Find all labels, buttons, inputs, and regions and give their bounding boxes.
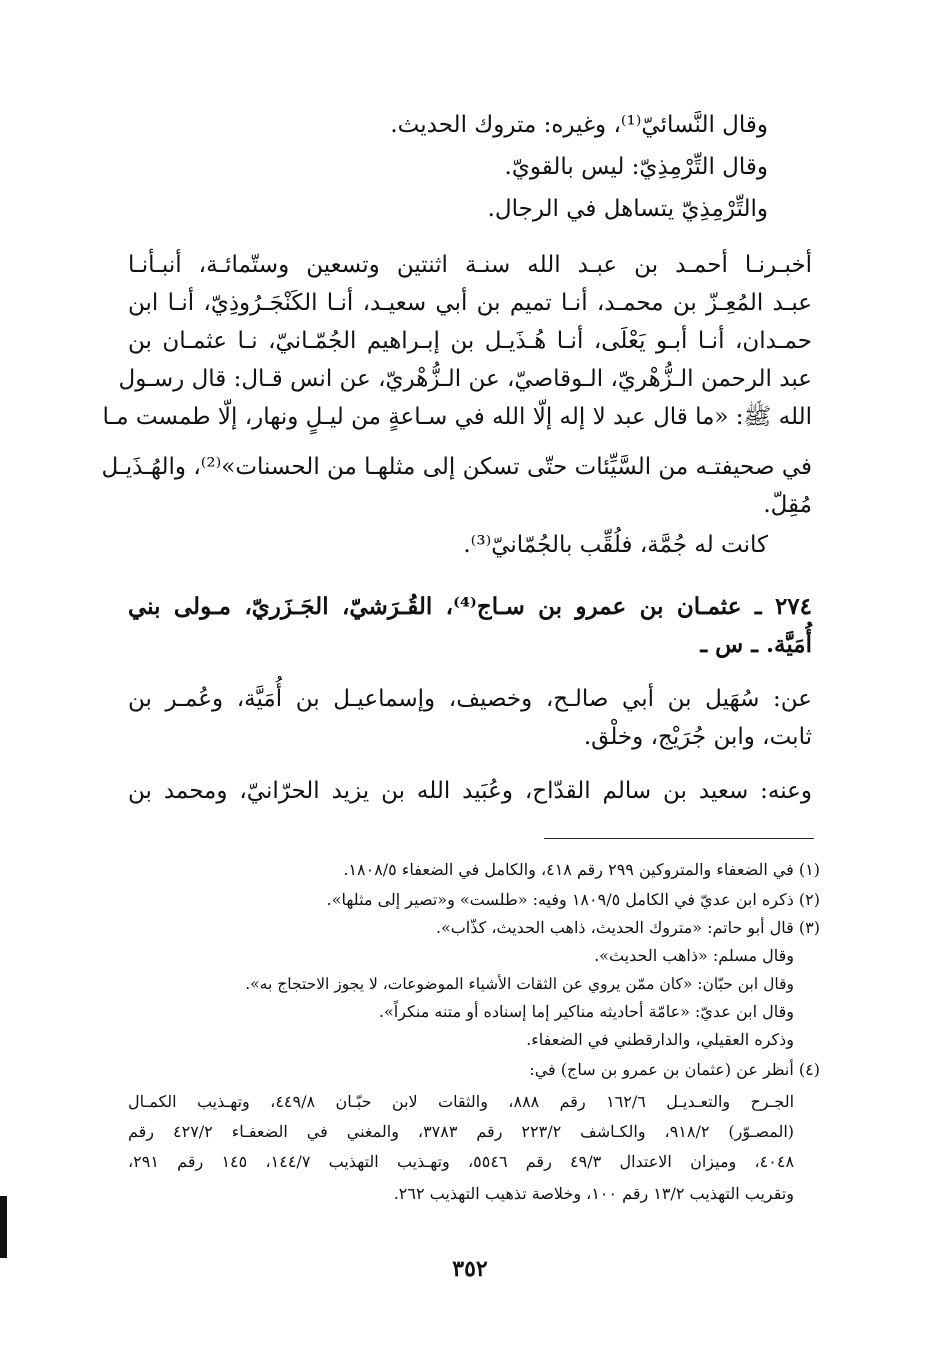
footnote-line: (المصـوّر) ٩١٨/٢، والكـاشف ٢٢٣/٢ رقم ٣٧٨٣، والمغني في الضعفـاء ٤٢٧/٢ رقم	[128, 1122, 795, 1141]
entry-heading: ٢٧٤ ـ عثمـان بن عمرو بن سـاج⁽⁴⁾، القُـرَشيّ، الجَـزَريّ، مـولى بني	[128, 593, 813, 620]
text-line: ثابت، وابن جُرَيْج، وخلْق.	[583, 724, 812, 750]
text-line: مُقِلّ.	[763, 492, 812, 518]
text-line: كانت له جُمَّة، فلُقِّب بالجُمّانيّ⁽³⁾.	[463, 532, 768, 558]
footnote-line: ٤٠٤٨، وميزان الاعتدال ٤٩/٣ رقم ٥٥٤٦، وتهـذيب التهذيب ١٤٤/٧، ١٤٥ رقم ٢٩١،	[128, 1152, 795, 1171]
scan-edge-mark	[0, 1196, 7, 1258]
footnote-line: الجـرح والتعـديـل ١٦٢/٦ رقم ٨٨٨، والثقات لابن حبّـان ٤٤٩/٨، وتهـذيب الكمـال	[128, 1092, 795, 1111]
text-line: حمـدان، أنـا أبـو يَعْلَى، أنـا هُـذَيـل بن إبـراهيم الجُمّـانيّ، نـا عثمـان بن	[128, 328, 812, 354]
entry-heading-cont: أُمَيَّة. ـ س ـ	[700, 631, 812, 658]
footnote-separator	[544, 838, 814, 839]
footnote-line: (٤) أنظر عن (عثمان بن عمرو بن ساج) في:	[529, 1060, 820, 1079]
footnote-line: (٣) قال أبو حاتم: «متروك الحديث، ذاهب الحديث، كذّاب».	[435, 918, 820, 937]
footnote-line: وقال مسلم: «ذاهب الحديث».	[594, 946, 794, 965]
text-line: والتِّرْمِذِيّ يتساهل في الرجال.	[487, 196, 768, 222]
text-line: عبـد المُعِـزّ بن محمـد، أنـا تميم بن أبي سعيـد، أنـا الكَنْجَـرُوذِيّ، أنـا ابن	[128, 290, 812, 316]
page-number: ٣٥٢	[452, 1256, 488, 1282]
text-line: عن: سُهَيل بن أبي صالـح، وخصيف، وإسماعيـل بن أُمَيَّة، وعُمـر بن	[128, 686, 812, 712]
text-line: أخبـرنـا أحمـد بن عبـد الله سنـة اثنتين وتسعين وستّمائـة، أنبـأنـا	[128, 252, 812, 278]
footnote-line: وذكره العقيلي، والدارقطني في الضعفاء.	[526, 1030, 794, 1049]
footnote-line: وقال ابن حبّان: «كان ممّن يروي عن الثقات الأشياء الموضوعات، لا يجوز الاحتجاج به».	[245, 975, 794, 993]
footnote-line: (٢) ذكره ابن عديّ في الكامل ١٨٠٩/٥ وفيه: «طلست» و«تصير إلى مثلها».	[326, 890, 820, 909]
footnote-line: وقال ابن عديّ: «عامّة أحاديثه مناكير إما إسناده أو متنه منكراً».	[378, 1002, 794, 1021]
text-line: عبد الرحمن الـزُّهْريّ، الـوقاصيّ، عن الـزُّهْريّ، عن انس قـال: قال رسـول	[118, 366, 812, 392]
text-line: في صحيفتـه من السَّيِّئات حتّى تسكن إلى مثلهـا من الحسنات»⁽²⁾، والهُـذَيـل	[101, 454, 812, 480]
text-line: وعنه: سعيد بن سالم القدّاح، وعُبَيد الله بن يزيد الحرّانيّ، ومحمد بن	[128, 778, 812, 804]
footnote-line: وتقريب التهذيب ١٣/٢ رقم ١٠٠، وخلاصة تذهيب التهذيب ٢٦٢.	[393, 1184, 794, 1203]
text-line: وقال التِّرْمِذِيّ: ليس بالقويّ.	[504, 154, 768, 180]
footnote-line: (١) في الضعفاء والمتروكين ٢٩٩ رقم ٤١٨، والكامل في الضعفاء ١٨٠٨/٥.	[343, 860, 820, 879]
text-line: الله ﷺ: «ما قال عبد لا إله إلّا الله في سـاعةٍ من ليـلٍ ونهار، إلّا طمست مـا	[102, 404, 812, 430]
text-line: وقال النَّسائيّ⁽¹⁾، وغيره: متروك الحديث.	[390, 112, 768, 138]
